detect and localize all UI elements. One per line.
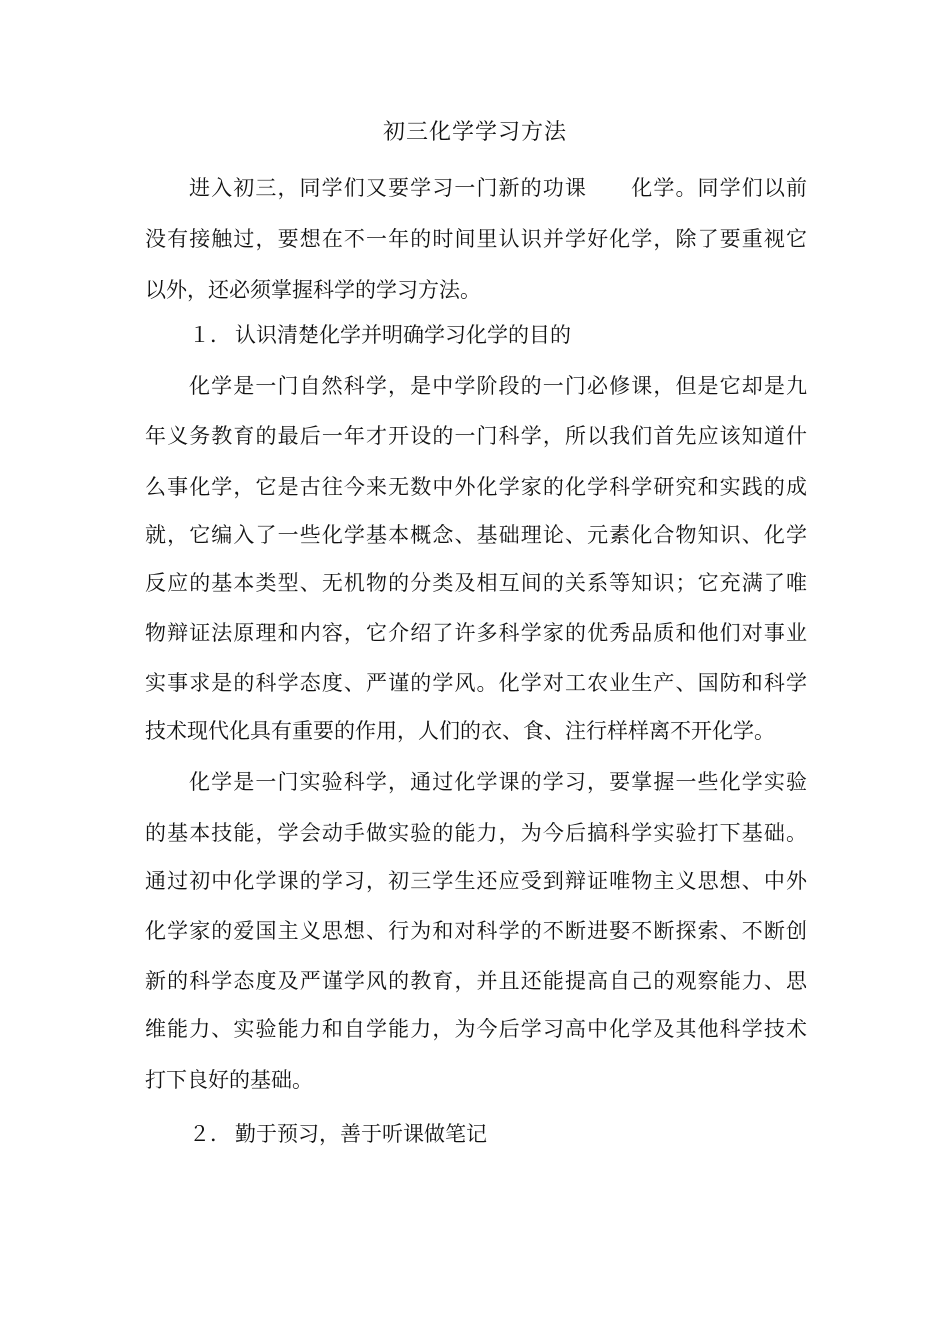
paragraph-3-line-5: 新的科学态度及严谨学风的教育，并且还能提高自己的观察能力、思 — [145, 969, 807, 993]
section-heading-2 — [189, 1119, 487, 1149]
paragraph-1-line-3: 以外，还必须掌握科学的学习方法。 — [145, 278, 481, 302]
paragraph-2-line-7: 实事求是的科学态度、严谨的学风。化学对工农业生产、国防和科学 — [145, 671, 807, 695]
paragraph-2-line-2: 年义务教育的最后一年才开设的一门科学，所以我们首先应该知道什 — [145, 424, 807, 448]
paragraph-2-line-4: 就，它编入了一些化学基本概念、基础理论、元素化合物知识、化学 — [145, 523, 807, 547]
section-heading-text: 勤于预习，善于听课做笔记 — [235, 1122, 487, 1146]
paragraph-1-line-2: 没有接触过，要想在不一年的时间里认识并学好化学，除了要重视它 — [145, 227, 807, 251]
paragraph-1-line-1: 进入初三，同学们又要学习一门新的功课 化学。同学们以前 — [189, 176, 807, 200]
paragraph-3-line-1: 化学是一门实验科学，通过化学课的学习，要掌握一些化学实验 — [189, 770, 807, 794]
paragraph-2-line-3: 么事化学，它是古往今来无数中外化学家的化学科学研究和实践的成 — [145, 475, 807, 499]
paragraph-3-line-4: 化学家的爱国主义思想、行为和对科学的不断进娶不断探索、不断创 — [145, 919, 807, 943]
paragraph-2-line-5: 反应的基本类型、无机物的分类及相互间的关系等知识；它充满了唯 — [145, 571, 807, 595]
section-number: １． — [189, 323, 231, 347]
document-title: 初三化学学习方法 — [382, 120, 567, 145]
section-heading-text: 认识清楚化学并明确学习化学的目的 — [235, 323, 571, 347]
paragraph-3-line-2: 的基本技能，学会动手做实验的能力，为今后搞科学实验打下基础。 — [145, 821, 807, 845]
paragraph-2-line-6: 物辩证法原理和内容，它介绍了许多科学家的优秀品质和他们对事业 — [145, 621, 807, 645]
section-number: ２． — [189, 1122, 231, 1146]
paragraph-3-line-6: 维能力、实验能力和自学能力，为今后学习高中化学及其他科学技术 — [145, 1017, 807, 1041]
section-heading-1 — [189, 320, 571, 350]
paragraph-3-line-3: 通过初中化学课的学习，初三学生还应受到辩证唯物主义思想、中外 — [145, 869, 807, 893]
paragraph-3-line-7: 打下良好的基础。 — [145, 1068, 313, 1092]
paragraph-2-line-1: 化学是一门自然科学，是中学阶段的一门必修课，但是它却是九 — [189, 374, 807, 398]
paragraph-2-line-8: 技术现代化具有重要的作用，人们的衣、食、注行样样离不开化学。 — [145, 719, 775, 743]
